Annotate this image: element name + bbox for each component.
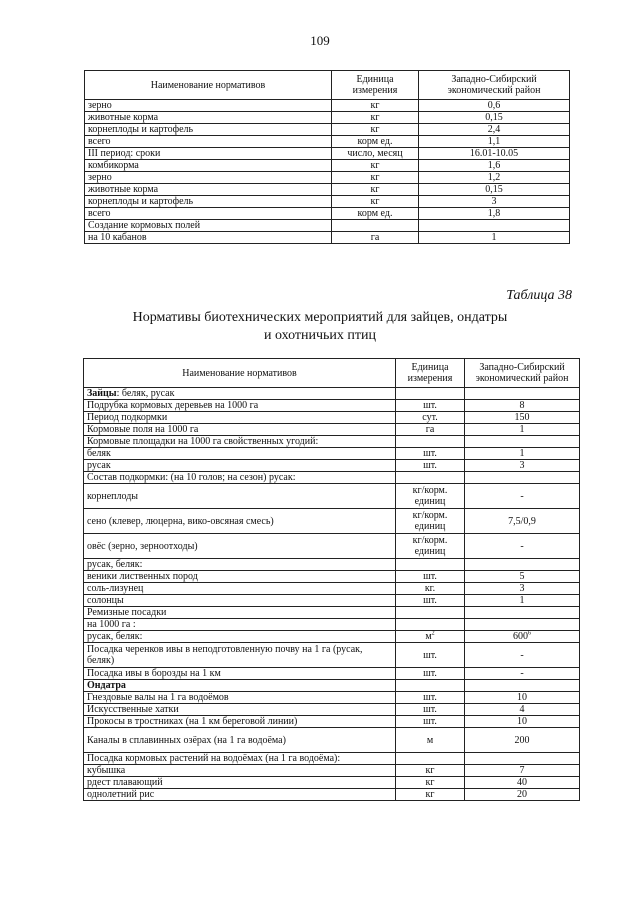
- row-unit: шт.: [396, 400, 465, 412]
- feed-norms-table: [84, 70, 570, 244]
- row-label: Кормовые поля на 1000 га: [84, 424, 396, 436]
- row-label: животные корма: [85, 112, 332, 124]
- row-label: Ремизные посадки: [84, 607, 396, 619]
- table-row: [85, 184, 570, 196]
- row-label: однолетний рис: [84, 789, 396, 801]
- row-value: 1,8: [419, 208, 570, 220]
- table-row: [84, 668, 580, 680]
- unit-superscript: 2: [431, 630, 435, 637]
- row-unit: кг: [332, 100, 419, 112]
- row-label: Период подкормки: [84, 412, 396, 424]
- table-row: [84, 436, 580, 448]
- row-value: 1: [465, 448, 580, 460]
- page-number: 109: [310, 33, 330, 48]
- row-unit: кг: [332, 184, 419, 196]
- row-value: 1: [465, 424, 580, 436]
- header-region: Западно-Сибирский экономический район: [465, 359, 580, 388]
- table-row: [84, 728, 580, 753]
- row-label: Кормовые площадки на 1000 га свойственных угодий:: [84, 436, 396, 448]
- row-label: Подрубка кормовых деревьев на 1000 га: [84, 400, 396, 412]
- row-label: Посадка черенков ивы в неподготовленную почву на 1 га (русак, беляк): [84, 643, 396, 668]
- row-unit: кг: [396, 765, 465, 777]
- row-value: [465, 388, 580, 400]
- table-row: [84, 448, 580, 460]
- row-unit: кг: [332, 124, 419, 136]
- row-label: Гнездовые валы на 1 га водоёмов: [84, 692, 396, 704]
- row-unit: число, месяц: [332, 148, 419, 160]
- row-unit: [332, 220, 419, 232]
- row-value: 3: [465, 460, 580, 472]
- value-text: 600: [513, 631, 528, 642]
- row-value: 10: [465, 716, 580, 728]
- row-unit: корм ед.: [332, 136, 419, 148]
- row-label: кубышка: [84, 765, 396, 777]
- row-label: на 1000 га :: [84, 619, 396, 631]
- table-row: [84, 484, 580, 509]
- row-unit: шт.: [396, 716, 465, 728]
- row-label: животные корма: [85, 184, 332, 196]
- header-region: Западно-Сибирский экономический район: [419, 71, 570, 100]
- row-value: -: [465, 534, 580, 559]
- footnote-marker: 6: [528, 630, 531, 637]
- row-value: 1,2: [419, 172, 570, 184]
- section-row-hares: [84, 388, 580, 400]
- row-label: всего: [85, 136, 332, 148]
- row-label: корнеплоды: [84, 484, 396, 509]
- row-label: беляк: [84, 448, 396, 460]
- row-label: русак, беляк:: [84, 631, 396, 643]
- row-unit: кг: [332, 172, 419, 184]
- row-value: 0,15: [419, 112, 570, 124]
- table-title-line-2: и охотничьих птиц: [263, 328, 377, 343]
- row-value: 3: [419, 196, 570, 208]
- table-row: [85, 160, 570, 172]
- row-unit: га: [396, 424, 465, 436]
- row-label: рдест плавающий: [84, 777, 396, 789]
- row-value: [465, 472, 580, 484]
- row-value: [465, 619, 580, 631]
- row-unit: [396, 472, 465, 484]
- row-unit: [396, 436, 465, 448]
- table-row: [84, 400, 580, 412]
- row-unit: [396, 388, 465, 400]
- table-row: [84, 631, 580, 643]
- row-value: 1: [419, 232, 570, 244]
- table-row: [84, 595, 580, 607]
- table-row: [84, 777, 580, 789]
- table-row: [84, 559, 580, 571]
- row-unit: сут.: [396, 412, 465, 424]
- row-value: 1,1: [419, 136, 570, 148]
- table-label: Таблица 38: [506, 288, 572, 303]
- row-value: -: [465, 643, 580, 668]
- row-unit: кг: [332, 196, 419, 208]
- table-row: [84, 789, 580, 801]
- table-row: [85, 148, 570, 160]
- table-title-line-1: Нормативы биотехнических мероприятий для зайцев, ондатры: [132, 310, 508, 325]
- row-label: комбикорма: [85, 160, 332, 172]
- row-unit: га: [332, 232, 419, 244]
- row-value: 3: [465, 583, 580, 595]
- table-row: [85, 124, 570, 136]
- row-label: корнеплоды и картофель: [85, 124, 332, 136]
- biotechnical-norms-table: [83, 358, 580, 801]
- table-row: [85, 136, 570, 148]
- row-unit: шт.: [396, 460, 465, 472]
- row-label: на 10 кабанов: [85, 232, 332, 244]
- header-name-of-norms: Наименование нормативов: [85, 71, 332, 100]
- row-unit: кг.: [396, 583, 465, 595]
- row-value: 40: [465, 777, 580, 789]
- row-label: корнеплоды и картофель: [85, 196, 332, 208]
- row-value: 5: [465, 571, 580, 583]
- row-value: [465, 680, 580, 692]
- row-unit: кг: [396, 789, 465, 801]
- row-unit: кг/корм. единиц: [396, 484, 465, 509]
- row-label: солонцы: [84, 595, 396, 607]
- row-label: III период: сроки: [85, 148, 332, 160]
- row-label: веники лиственных пород: [84, 571, 396, 583]
- table-row: [84, 607, 580, 619]
- row-unit: [396, 753, 465, 765]
- row-label: русак: [84, 460, 396, 472]
- row-unit: [396, 680, 465, 692]
- row-unit: кг: [332, 112, 419, 124]
- table-row: [84, 753, 580, 765]
- row-value: [465, 607, 580, 619]
- table-row: [84, 692, 580, 704]
- row-value: 7: [465, 765, 580, 777]
- header-unit: Единица измерения: [332, 71, 419, 100]
- row-label: Посадка кормовых растений на водоёмах (на 1 га водоёма):: [84, 753, 396, 765]
- row-unit: шт.: [396, 692, 465, 704]
- table-row: [84, 583, 580, 595]
- row-value: 16.01-10.05: [419, 148, 570, 160]
- table-row: [84, 424, 580, 436]
- row-unit: шт.: [396, 643, 465, 668]
- row-value: 10: [465, 692, 580, 704]
- row-value: 1,6: [419, 160, 570, 172]
- row-unit: кг: [396, 777, 465, 789]
- table-row: [85, 100, 570, 112]
- row-value: 0,6: [419, 100, 570, 112]
- row-label: зерно: [85, 172, 332, 184]
- row-value: 200: [465, 728, 580, 753]
- row-label: соль-лизунец: [84, 583, 396, 595]
- header-unit: Единица измерения: [396, 359, 465, 388]
- row-label: Искусственные хатки: [84, 704, 396, 716]
- row-value: -: [465, 668, 580, 680]
- row-unit: корм ед.: [332, 208, 419, 220]
- table-row: [84, 704, 580, 716]
- row-label: Прокосы в тростниках (на 1 км береговой линии): [84, 716, 396, 728]
- row-label: Создание кормовых полей: [85, 220, 332, 232]
- row-label: Состав подкормки: (на 10 голов; на сезон) русак:: [84, 472, 396, 484]
- row-value: [419, 220, 570, 232]
- table-row: [84, 643, 580, 668]
- row-value: 8: [465, 400, 580, 412]
- row-unit: шт.: [396, 448, 465, 460]
- row-unit: шт.: [396, 668, 465, 680]
- table-row: [85, 232, 570, 244]
- row-value: 20: [465, 789, 580, 801]
- row-value: 1: [465, 595, 580, 607]
- row-unit: шт.: [396, 704, 465, 716]
- row-unit: [396, 559, 465, 571]
- section-label: [84, 388, 396, 400]
- row-value: [465, 631, 580, 643]
- row-value: 0,15: [419, 184, 570, 196]
- row-value: 2,4: [419, 124, 570, 136]
- row-label: русак, беляк:: [84, 559, 396, 571]
- row-value: 7,5/0,9: [465, 509, 580, 534]
- row-label: Каналы в сплавинных озёрах (на 1 га водоёма): [84, 728, 396, 753]
- section-muskrat-title: Ондатра: [84, 680, 396, 692]
- table-row: [84, 534, 580, 559]
- table-row: [84, 716, 580, 728]
- row-label: всего: [85, 208, 332, 220]
- row-unit: м: [396, 728, 465, 753]
- table-row: [84, 460, 580, 472]
- row-label: сено (клевер, люцерна, вико-овсяная смесь): [84, 509, 396, 534]
- table-row: [85, 220, 570, 232]
- table-row: [84, 571, 580, 583]
- unit-text: м: [425, 631, 432, 642]
- table-row: [85, 112, 570, 124]
- row-label: зерно: [85, 100, 332, 112]
- row-value: 4: [465, 704, 580, 716]
- header-name-of-norms: Наименование нормативов: [84, 359, 396, 388]
- row-unit: [396, 631, 465, 643]
- row-unit: [396, 607, 465, 619]
- row-unit: [396, 619, 465, 631]
- table-row: [85, 196, 570, 208]
- table-row: [84, 765, 580, 777]
- table-header-row: [84, 359, 580, 388]
- section-hares-title: Зайцы: [87, 388, 117, 399]
- table-header-row: [85, 71, 570, 100]
- row-unit: кг/корм. единиц: [396, 534, 465, 559]
- row-label: Посадка ивы в борозды на 1 км: [84, 668, 396, 680]
- table-row: [84, 412, 580, 424]
- row-value: [465, 753, 580, 765]
- row-value: -: [465, 484, 580, 509]
- section-hares-species: : беляк, русак: [116, 388, 175, 399]
- row-value: [465, 559, 580, 571]
- table-title: [0, 309, 640, 345]
- section-row-muskrat: [84, 680, 580, 692]
- row-unit: кг: [332, 160, 419, 172]
- table-row: [84, 509, 580, 534]
- row-unit: шт.: [396, 595, 465, 607]
- row-value: [465, 436, 580, 448]
- row-value: 150: [465, 412, 580, 424]
- row-unit: шт.: [396, 571, 465, 583]
- row-unit: кг/корм. единиц: [396, 509, 465, 534]
- row-label: овёс (зерно, зерноотходы): [84, 534, 396, 559]
- table-row: [84, 619, 580, 631]
- table-row: [85, 208, 570, 220]
- table-row: [85, 172, 570, 184]
- table-row: [84, 472, 580, 484]
